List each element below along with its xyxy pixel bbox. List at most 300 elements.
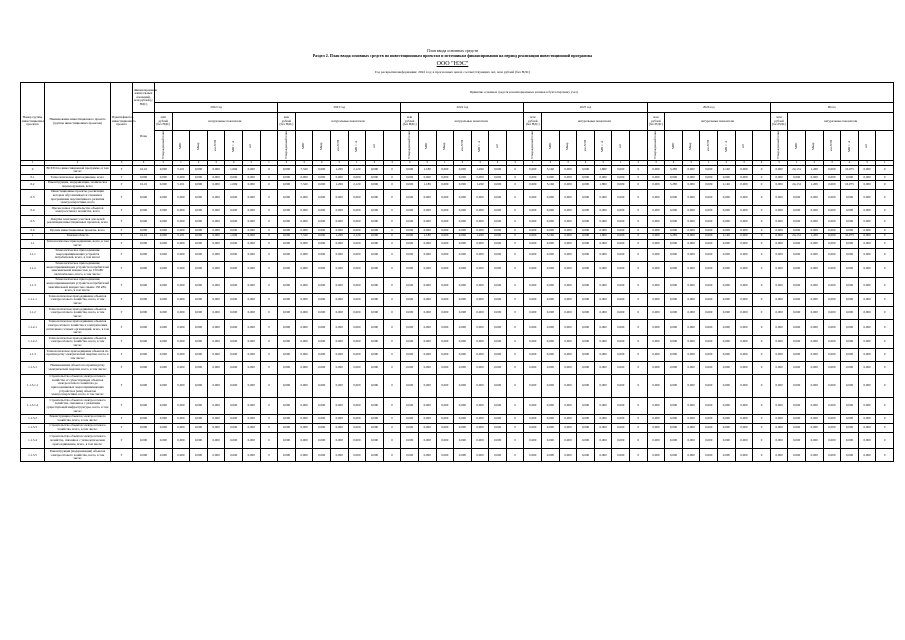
row-value: 0,000 bbox=[524, 398, 542, 414]
row-value: 0 bbox=[260, 336, 278, 349]
row-value: 0,000 bbox=[348, 206, 366, 215]
row-value: 0,000 bbox=[207, 166, 225, 175]
row-value: 0,000 bbox=[577, 294, 595, 307]
row-value: 0,000 bbox=[454, 189, 472, 205]
row-value: 0,000 bbox=[665, 449, 683, 462]
row-value: 0,000 bbox=[471, 307, 489, 320]
row-value: 0,000 bbox=[700, 374, 718, 398]
row-value: 0,000 bbox=[242, 361, 260, 374]
row-value: 0,000 bbox=[471, 239, 489, 248]
row-value: 0,000 bbox=[190, 449, 208, 462]
row-value: 0,000 bbox=[665, 228, 683, 234]
row-id: Г bbox=[111, 319, 133, 335]
header-year: 2022 год bbox=[155, 103, 278, 113]
table-row bbox=[21, 398, 894, 414]
row-value: 0,000 bbox=[682, 277, 700, 293]
row-value: 0,000 bbox=[454, 349, 472, 362]
column-number: 4 bbox=[489, 161, 507, 166]
row-value: 0,000 bbox=[278, 374, 296, 398]
unit-label: МВт bbox=[670, 142, 675, 149]
unit-label: Утвержденный план bbox=[160, 130, 165, 159]
header-unit bbox=[735, 131, 753, 161]
row-value: 0,000 bbox=[788, 307, 806, 320]
row-value: 0,000 bbox=[682, 294, 700, 307]
row-value: 0,000 bbox=[542, 433, 560, 449]
table-row bbox=[21, 423, 894, 432]
row-value: 0,000 bbox=[278, 423, 296, 432]
row-value: 0,000 bbox=[647, 215, 665, 228]
unit-label: км ЛЭП bbox=[582, 140, 587, 151]
row-value: 0,000 bbox=[770, 319, 788, 335]
row-value: 0 bbox=[876, 261, 894, 277]
row-value: 0,000 bbox=[858, 233, 876, 239]
header-unit bbox=[366, 131, 384, 161]
row-value: 0,000 bbox=[313, 361, 331, 374]
unit-label: МВ×А bbox=[477, 139, 482, 152]
row-value: 0 bbox=[506, 180, 524, 189]
table-row bbox=[21, 180, 894, 189]
table-row bbox=[21, 166, 894, 175]
row-value: 0,000 bbox=[682, 423, 700, 432]
row-value: 0,000 bbox=[489, 239, 507, 248]
row-value: 0,000 bbox=[788, 319, 806, 335]
row-value: 10,075 bbox=[841, 180, 859, 189]
row-value: 0 bbox=[260, 277, 278, 293]
row-value: 0,000 bbox=[401, 261, 419, 277]
table-row bbox=[21, 189, 894, 205]
row-value: 0,000 bbox=[278, 215, 296, 228]
row-value: 0,000 bbox=[242, 166, 260, 175]
row-value: 0,000 bbox=[348, 433, 366, 449]
row-value: 0,000 bbox=[172, 294, 190, 307]
row-value: 0 bbox=[876, 180, 894, 189]
column-number: 3 bbox=[295, 161, 313, 166]
row-value: 0,000 bbox=[823, 248, 841, 261]
row-value: 0,000 bbox=[278, 361, 296, 374]
row-value: 0,000 bbox=[577, 398, 595, 414]
row-value: 0,000 bbox=[735, 414, 753, 423]
row-value: 0,000 bbox=[735, 433, 753, 449]
row-value: 0,000 bbox=[225, 414, 243, 423]
table-row bbox=[21, 414, 894, 423]
row-name: Строительство объектов электросетевого хозяйства, всего, в том числе: bbox=[45, 423, 111, 432]
row-value: 0 bbox=[876, 239, 894, 248]
row-value: 0,000 bbox=[577, 261, 595, 277]
row-value: 0,000 bbox=[700, 449, 718, 462]
header-unit bbox=[841, 131, 859, 161]
row-value: 0,000 bbox=[278, 206, 296, 215]
row-value: 0 bbox=[506, 277, 524, 293]
row-number: 1.1.2.1 bbox=[21, 319, 45, 335]
column-number: 2 bbox=[542, 161, 560, 166]
row-value: 0,000 bbox=[665, 398, 683, 414]
row-value: 0 bbox=[506, 433, 524, 449]
column-number: 3 bbox=[559, 161, 577, 166]
row-value: 0 bbox=[876, 319, 894, 335]
column-number: 1 bbox=[876, 161, 894, 166]
row-value: 0,000 bbox=[172, 239, 190, 248]
table-row bbox=[21, 449, 894, 462]
row-value: 1,290 bbox=[471, 180, 489, 189]
column-number: 2 bbox=[630, 161, 648, 166]
row-value: 0,000 bbox=[155, 175, 173, 181]
row-value: 0,000 bbox=[700, 239, 718, 248]
row-value: 0,000 bbox=[524, 319, 542, 335]
unit-label: шт bbox=[248, 143, 253, 148]
row-value: 0,000 bbox=[278, 414, 296, 423]
row-value: 0,000 bbox=[401, 307, 419, 320]
row-value: 0,000 bbox=[647, 449, 665, 462]
row-value: 0,000 bbox=[858, 215, 876, 228]
row-value: 0,000 bbox=[682, 349, 700, 362]
row-value: 0,000 bbox=[295, 449, 313, 462]
row-value: 0,000 bbox=[313, 189, 331, 205]
row-value: 0,000 bbox=[155, 307, 173, 320]
row-value: 0,000 bbox=[594, 433, 612, 449]
unit-label: МВ×А bbox=[600, 139, 605, 152]
row-value: 0,000 bbox=[700, 307, 718, 320]
row-value: 0,000 bbox=[330, 206, 348, 215]
header-unit bbox=[383, 131, 401, 161]
header-finance-sub: млн рублей (без НДС) bbox=[278, 113, 296, 131]
row-value: 0,000 bbox=[418, 423, 436, 432]
row-value: 0 bbox=[753, 423, 771, 432]
row-value: 0 bbox=[260, 374, 278, 398]
row-value: 0,000 bbox=[313, 206, 331, 215]
row-value: 0,000 bbox=[559, 336, 577, 349]
row-value: 0,000 bbox=[330, 414, 348, 423]
unit-label: Утвержденный план bbox=[776, 130, 781, 159]
row-value: 0,000 bbox=[225, 319, 243, 335]
row-value: 0,000 bbox=[225, 175, 243, 181]
header-natural: натуральные показатели bbox=[542, 113, 648, 131]
row-value: 0,000 bbox=[594, 423, 612, 432]
row-value: 0,000 bbox=[436, 319, 454, 335]
row-value: 0,000 bbox=[559, 180, 577, 189]
row-value: 0,000 bbox=[735, 228, 753, 234]
row-value: 0,000 bbox=[559, 248, 577, 261]
row-value: 0,000 bbox=[805, 361, 823, 374]
row-value: 0,000 bbox=[647, 261, 665, 277]
row-value: 0,000 bbox=[770, 433, 788, 449]
header-unit bbox=[876, 131, 894, 161]
row-value: 0,000 bbox=[366, 180, 384, 189]
row-value: 0,000 bbox=[278, 239, 296, 248]
row-value: 0,000 bbox=[225, 215, 243, 228]
unit-label: км ЛЭП bbox=[705, 140, 710, 151]
row-number: 1.1.3.4 bbox=[21, 433, 45, 449]
row-value: 0,000 bbox=[559, 449, 577, 462]
row-value: 0,000 bbox=[366, 361, 384, 374]
header-natural: натуральные показатели bbox=[172, 113, 278, 131]
row-value: 0 bbox=[753, 433, 771, 449]
unit-label: км ЛЭП bbox=[829, 140, 834, 151]
row-value: 1,800 bbox=[594, 180, 612, 189]
row-value: 0,000 bbox=[612, 361, 630, 374]
row-value: 0,000 bbox=[612, 206, 630, 215]
row-value: 0,000 bbox=[647, 277, 665, 293]
row-value: 0,000 bbox=[770, 277, 788, 293]
row-value: 0,000 bbox=[594, 374, 612, 398]
row-value: 0,000 bbox=[225, 361, 243, 374]
row-value: 0,000 bbox=[313, 180, 331, 189]
row-value: 0 bbox=[630, 294, 648, 307]
row-value: 0,000 bbox=[190, 294, 208, 307]
header-unit bbox=[753, 131, 771, 161]
row-value: 0,000 bbox=[524, 215, 542, 228]
row-value: 0,000 bbox=[682, 248, 700, 261]
row-value: 0 bbox=[506, 228, 524, 234]
column-number: 5 bbox=[594, 161, 612, 166]
row-value: 0,000 bbox=[805, 374, 823, 398]
row-value: 0,000 bbox=[330, 423, 348, 432]
row-value: 0,000 bbox=[436, 206, 454, 215]
row-value: 1,180 bbox=[418, 233, 436, 239]
row-value: 0 bbox=[630, 307, 648, 320]
row-value: 0,000 bbox=[682, 319, 700, 335]
row-value: 0,000 bbox=[401, 449, 419, 462]
row-value: 0,000 bbox=[313, 233, 331, 239]
row-value: 0,000 bbox=[172, 336, 190, 349]
row-value: 0,000 bbox=[700, 414, 718, 423]
row-value: 0,000 bbox=[207, 433, 225, 449]
unit-label: Утвержденный план bbox=[653, 130, 658, 159]
row-value: 0,000 bbox=[242, 336, 260, 349]
row-value: 0,000 bbox=[366, 261, 384, 277]
header-unit bbox=[559, 131, 577, 161]
row-value: 0,000 bbox=[172, 423, 190, 432]
row-finance: 0,000 bbox=[133, 239, 155, 248]
row-value: 0,000 bbox=[366, 248, 384, 261]
row-value: 0,000 bbox=[612, 180, 630, 189]
row-value: 0,000 bbox=[735, 215, 753, 228]
row-value: 0 bbox=[630, 233, 648, 239]
row-value: 0,000 bbox=[700, 398, 718, 414]
row-value: 0,000 bbox=[823, 449, 841, 462]
row-value: 0,000 bbox=[788, 215, 806, 228]
row-value: 0,000 bbox=[454, 277, 472, 293]
row-value: 0,000 bbox=[788, 239, 806, 248]
row-value: 0,000 bbox=[418, 261, 436, 277]
table-row bbox=[21, 349, 894, 362]
row-value: 0,000 bbox=[313, 248, 331, 261]
row-id: Г bbox=[111, 294, 133, 307]
row-value: 0,000 bbox=[559, 294, 577, 307]
column-number: 1 bbox=[260, 161, 278, 166]
row-value: 0,000 bbox=[858, 180, 876, 189]
row-name: Покупка земельных участков для целей реализации инвестиционных проектов, всего bbox=[45, 215, 111, 228]
row-value: 0,000 bbox=[366, 189, 384, 205]
row-value: 0,000 bbox=[823, 189, 841, 205]
row-value: 0,000 bbox=[348, 307, 366, 320]
column-number: 4 bbox=[225, 161, 243, 166]
row-value: 0 bbox=[876, 398, 894, 414]
column-number: 3 bbox=[207, 161, 225, 166]
row-value: 0,000 bbox=[612, 294, 630, 307]
header-unit bbox=[700, 131, 718, 161]
table-row bbox=[21, 261, 894, 277]
row-value: 0 bbox=[383, 239, 401, 248]
row-value: 0,000 bbox=[489, 414, 507, 423]
row-value: 0,000 bbox=[278, 349, 296, 362]
table-row bbox=[21, 239, 894, 248]
row-value: 0,000 bbox=[788, 449, 806, 462]
row-value: 0,000 bbox=[401, 215, 419, 228]
row-value: 0,000 bbox=[718, 361, 736, 374]
row-value: 0 bbox=[506, 215, 524, 228]
row-value: 0,000 bbox=[436, 349, 454, 362]
row-value: 0,000 bbox=[823, 433, 841, 449]
row-value: 0,000 bbox=[665, 423, 683, 432]
row-value: 24,131 bbox=[788, 180, 806, 189]
row-value: 0,000 bbox=[823, 233, 841, 239]
row-value: 0,000 bbox=[788, 294, 806, 307]
table-row bbox=[21, 294, 894, 307]
row-value: 0 bbox=[383, 398, 401, 414]
row-value: 0 bbox=[876, 175, 894, 181]
row-value: 0,000 bbox=[295, 239, 313, 248]
row-value: 0 bbox=[260, 180, 278, 189]
row-finance: 0,000 bbox=[133, 206, 155, 215]
header-unit bbox=[348, 131, 366, 161]
row-value: 0,000 bbox=[559, 239, 577, 248]
row-value: 0,000 bbox=[612, 166, 630, 175]
row-value: 0,000 bbox=[770, 307, 788, 320]
column-number: 1 bbox=[348, 161, 366, 166]
row-value: 0 bbox=[260, 319, 278, 335]
row-finance: 0,000 bbox=[133, 349, 155, 362]
column-number: 2 bbox=[718, 161, 736, 166]
row-value: 0,000 bbox=[436, 414, 454, 423]
row-value: 0,000 bbox=[858, 228, 876, 234]
row-value: 0,000 bbox=[172, 175, 190, 181]
row-value: 0,000 bbox=[612, 189, 630, 205]
row-value: 0,000 bbox=[805, 336, 823, 349]
row-value: 0,000 bbox=[207, 261, 225, 277]
row-value: 0 bbox=[630, 423, 648, 432]
row-value: 0,000 bbox=[155, 398, 173, 414]
row-value: 0,000 bbox=[612, 349, 630, 362]
row-value: 0,000 bbox=[330, 239, 348, 248]
row-value: 0,000 bbox=[295, 228, 313, 234]
row-value: 0,000 bbox=[190, 414, 208, 423]
row-value: 0,000 bbox=[594, 449, 612, 462]
row-value: 0,000 bbox=[665, 414, 683, 423]
row-value: 0,000 bbox=[700, 215, 718, 228]
row-value: 0,000 bbox=[313, 228, 331, 234]
row-value: 0,000 bbox=[735, 336, 753, 349]
row-value: 0,000 bbox=[172, 248, 190, 261]
row-value: 0,000 bbox=[471, 349, 489, 362]
header-natural: натуральные показатели bbox=[295, 113, 401, 131]
row-value: 0,000 bbox=[489, 261, 507, 277]
row-value: 0,000 bbox=[190, 180, 208, 189]
row-value: 0,000 bbox=[454, 233, 472, 239]
row-value: 0 bbox=[260, 449, 278, 462]
row-value: 0,000 bbox=[823, 398, 841, 414]
row-value: 0,000 bbox=[841, 319, 859, 335]
row-value: 0,000 bbox=[718, 423, 736, 432]
row-value: 0 bbox=[260, 175, 278, 181]
row-value: 0,000 bbox=[207, 307, 225, 320]
row-value: 0 bbox=[753, 307, 771, 320]
row-value: 0,000 bbox=[295, 319, 313, 335]
unit-label: Утвержденный план bbox=[529, 130, 534, 159]
row-value: 0,000 bbox=[207, 349, 225, 362]
row-value: 0,000 bbox=[647, 414, 665, 423]
doc-title: План ввода основных средств bbox=[427, 48, 478, 53]
row-value: 0,000 bbox=[190, 349, 208, 362]
row-number: 1 bbox=[21, 233, 45, 239]
row-value: 0 bbox=[753, 166, 771, 175]
row-value: 0 bbox=[630, 319, 648, 335]
row-value: 0,000 bbox=[330, 361, 348, 374]
row-value: 0,000 bbox=[858, 319, 876, 335]
row-value: 0,000 bbox=[577, 215, 595, 228]
row-value: 0 bbox=[506, 233, 524, 239]
row-value: 0 bbox=[753, 261, 771, 277]
row-value: 0,000 bbox=[278, 175, 296, 181]
row-value: 0 bbox=[383, 307, 401, 320]
row-value: 0,000 bbox=[841, 294, 859, 307]
row-value: 0,000 bbox=[348, 261, 366, 277]
row-finance: 16,10 bbox=[133, 166, 155, 175]
row-value: 0,000 bbox=[665, 307, 683, 320]
row-value: 0 bbox=[260, 414, 278, 423]
row-value: 0,000 bbox=[577, 277, 595, 293]
row-value: 0,000 bbox=[858, 398, 876, 414]
row-value: 0,000 bbox=[295, 175, 313, 181]
unit-label: МВ×А bbox=[230, 139, 235, 152]
row-value: 0 bbox=[630, 336, 648, 349]
row-number: 0.5 bbox=[21, 215, 45, 228]
row-value: 0,000 bbox=[612, 233, 630, 239]
row-value: 0,000 bbox=[594, 228, 612, 234]
row-value: 0 bbox=[753, 248, 771, 261]
row-value: 0,000 bbox=[770, 349, 788, 362]
row-value: 0,000 bbox=[788, 398, 806, 414]
row-value: 0,000 bbox=[401, 398, 419, 414]
row-value: 0,000 bbox=[858, 277, 876, 293]
row-name: Технологическое присоединение объектов электросетевого хозяйства, всего, в том числе: bbox=[45, 307, 111, 320]
row-value: 0 bbox=[383, 433, 401, 449]
row-value: 0,000 bbox=[436, 336, 454, 349]
row-finance: 0,000 bbox=[133, 361, 155, 374]
row-value: 0,000 bbox=[559, 166, 577, 175]
row-value: 0,000 bbox=[841, 349, 859, 362]
row-number: 1.1.1.1 bbox=[21, 294, 45, 307]
row-value: 0,000 bbox=[682, 414, 700, 423]
row-value: 0,000 bbox=[366, 175, 384, 181]
row-finance: 0,000 bbox=[133, 374, 155, 398]
row-value: 0,000 bbox=[542, 319, 560, 335]
row-value: 0,000 bbox=[225, 374, 243, 398]
row-value: 0 bbox=[876, 414, 894, 423]
row-value: 0,000 bbox=[524, 233, 542, 239]
row-value: 1,200 bbox=[805, 233, 823, 239]
row-value: 0,000 bbox=[682, 239, 700, 248]
row-value: 0,000 bbox=[313, 294, 331, 307]
row-value: 0,000 bbox=[823, 175, 841, 181]
row-number: 0.1 bbox=[21, 175, 45, 181]
row-value: 0,000 bbox=[225, 206, 243, 215]
row-value: 0,000 bbox=[805, 398, 823, 414]
row-finance: 0,000 bbox=[133, 277, 155, 293]
header-unit bbox=[155, 131, 173, 161]
row-id: Г bbox=[111, 228, 133, 234]
row-value: 0,000 bbox=[242, 423, 260, 432]
row-id: Г bbox=[111, 433, 133, 449]
